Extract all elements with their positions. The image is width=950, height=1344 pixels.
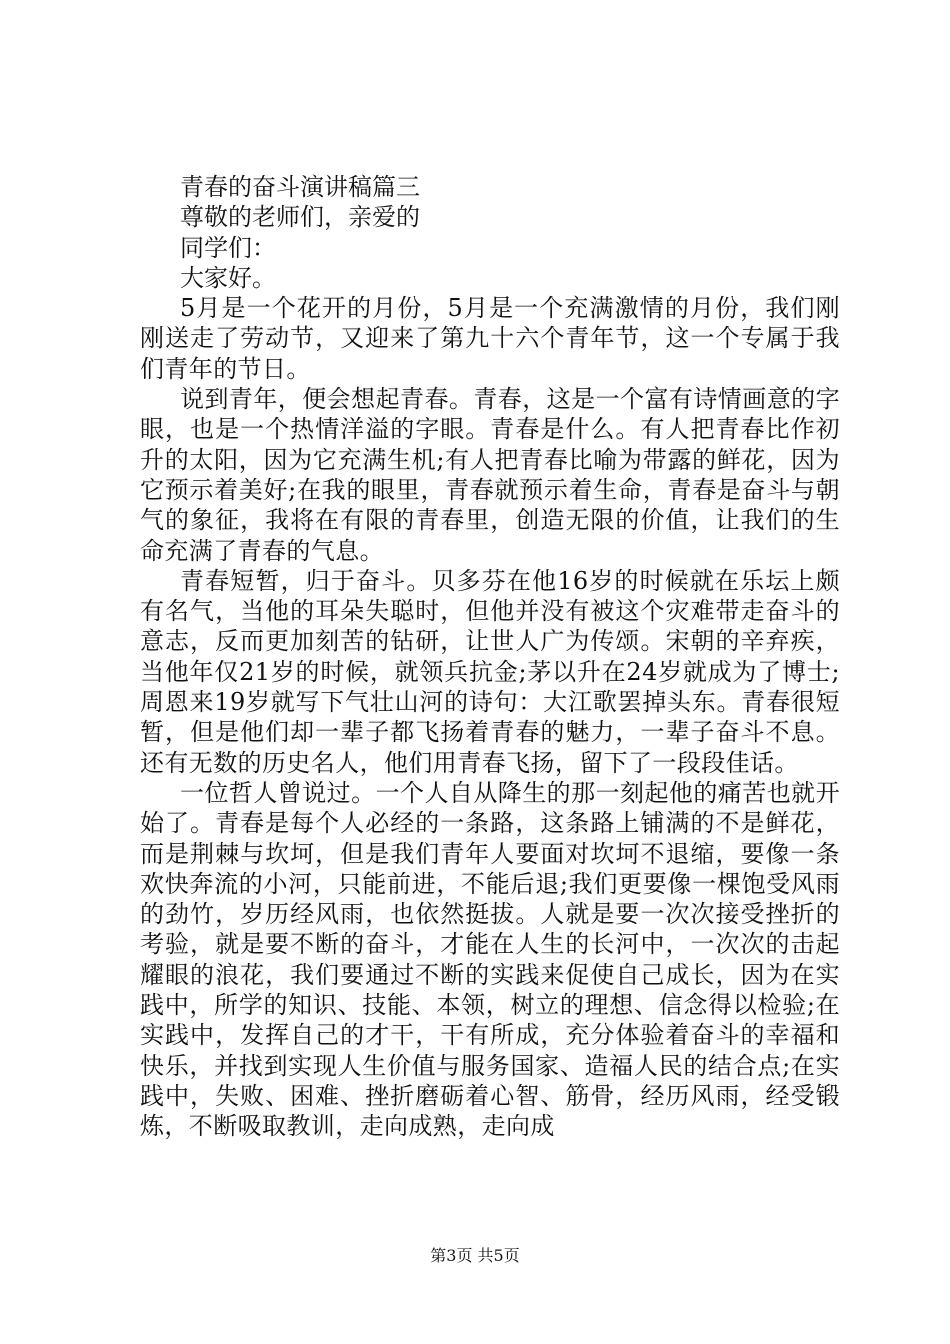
greeting: 大家好。 xyxy=(180,263,276,292)
paragraph-4: 一位哲人曾说过。一个人自从降生的那一刻起他的痛苦也就开始了。青春是每个人必经的一条路，这条路上铺满的不是鲜花，而是荆棘与坎坷，但是我们青年人要面对坎坷不退缩，要像一条欢快奔流的小河，只能前进，不能后退;我们更要像一棵饱受风雨的劲竹，岁历经风雨，也依然挺拔。人就是要一次次接受挫折的考验，就是要不断的奋斗，才能在人生的长河中，一次次的击起耀眼的浪花，我们要通过不断的实践来促使自己成长，因为在实践中，所学的知识、技能、本领，树立的理想、信念得以检验;在实践中，发挥自己的才干，干有所成，充分体验着奋斗的幸福和快乐，并找到实现人生价值与服务国家、造福人民的结合点;在实践中，失败、困难、挫折磨砺着心智、筋骨，经历风雨，经受锻炼，不断吸取教训，走向成熟，走向成 xyxy=(140,778,840,1141)
paragraph-1: 5月是一个花开的月份，5月是一个充满激情的月份，我们刚刚送走了劳动节，又迎来了第九十六个青年节，这一个专属于我们青年的节日。 xyxy=(140,294,840,383)
paragraph-2: 说到青年，便会想起青春。青春，这是一个富有诗情画意的字眼，也是一个热情洋溢的字眼。青春是什么。有人把青春比作初升的太阳，因为它充满生机;有人把青春比喻为带露的鲜花，因为它预示着美好;在我的眼里，青春就预示着生命，青春是奋斗与朝气的象征，我将在有限的青春里，创造无限的价值，让我们的生命充满了青春的气息。 xyxy=(140,385,840,565)
document-title: 青春的奋斗演讲稿篇三 xyxy=(180,173,420,201)
document-body xyxy=(140,172,840,1142)
page-footer: 第3页 共5页 xyxy=(430,1246,520,1265)
paragraph-3: 青春短暂，归于奋斗。贝多芬在他16岁的时候就在乐坛上颇有名气，当他的耳朵失聪时，但他并没有被这个灾难带走奋斗的意志，反而更加刻苦的钻研，让世人广为传颂。宋朝的辛弃疾，当他年仅21岁的时候，就领兵抗金;茅以升在24岁就成为了博士;周恩来19岁就写下气壮山河的诗句：大江歌罢掉头东。青春很短暂，但是他们却一辈子都飞扬着青春的魅力，一辈子奋斗不息。还有无数的历史名人，他们用青春飞扬，留下了一段段佳话。 xyxy=(140,566,840,777)
salutation-line-1: 尊敬的老师们，亲爱的 xyxy=(180,203,420,232)
salutation-line-2: 同学们： xyxy=(180,233,276,262)
